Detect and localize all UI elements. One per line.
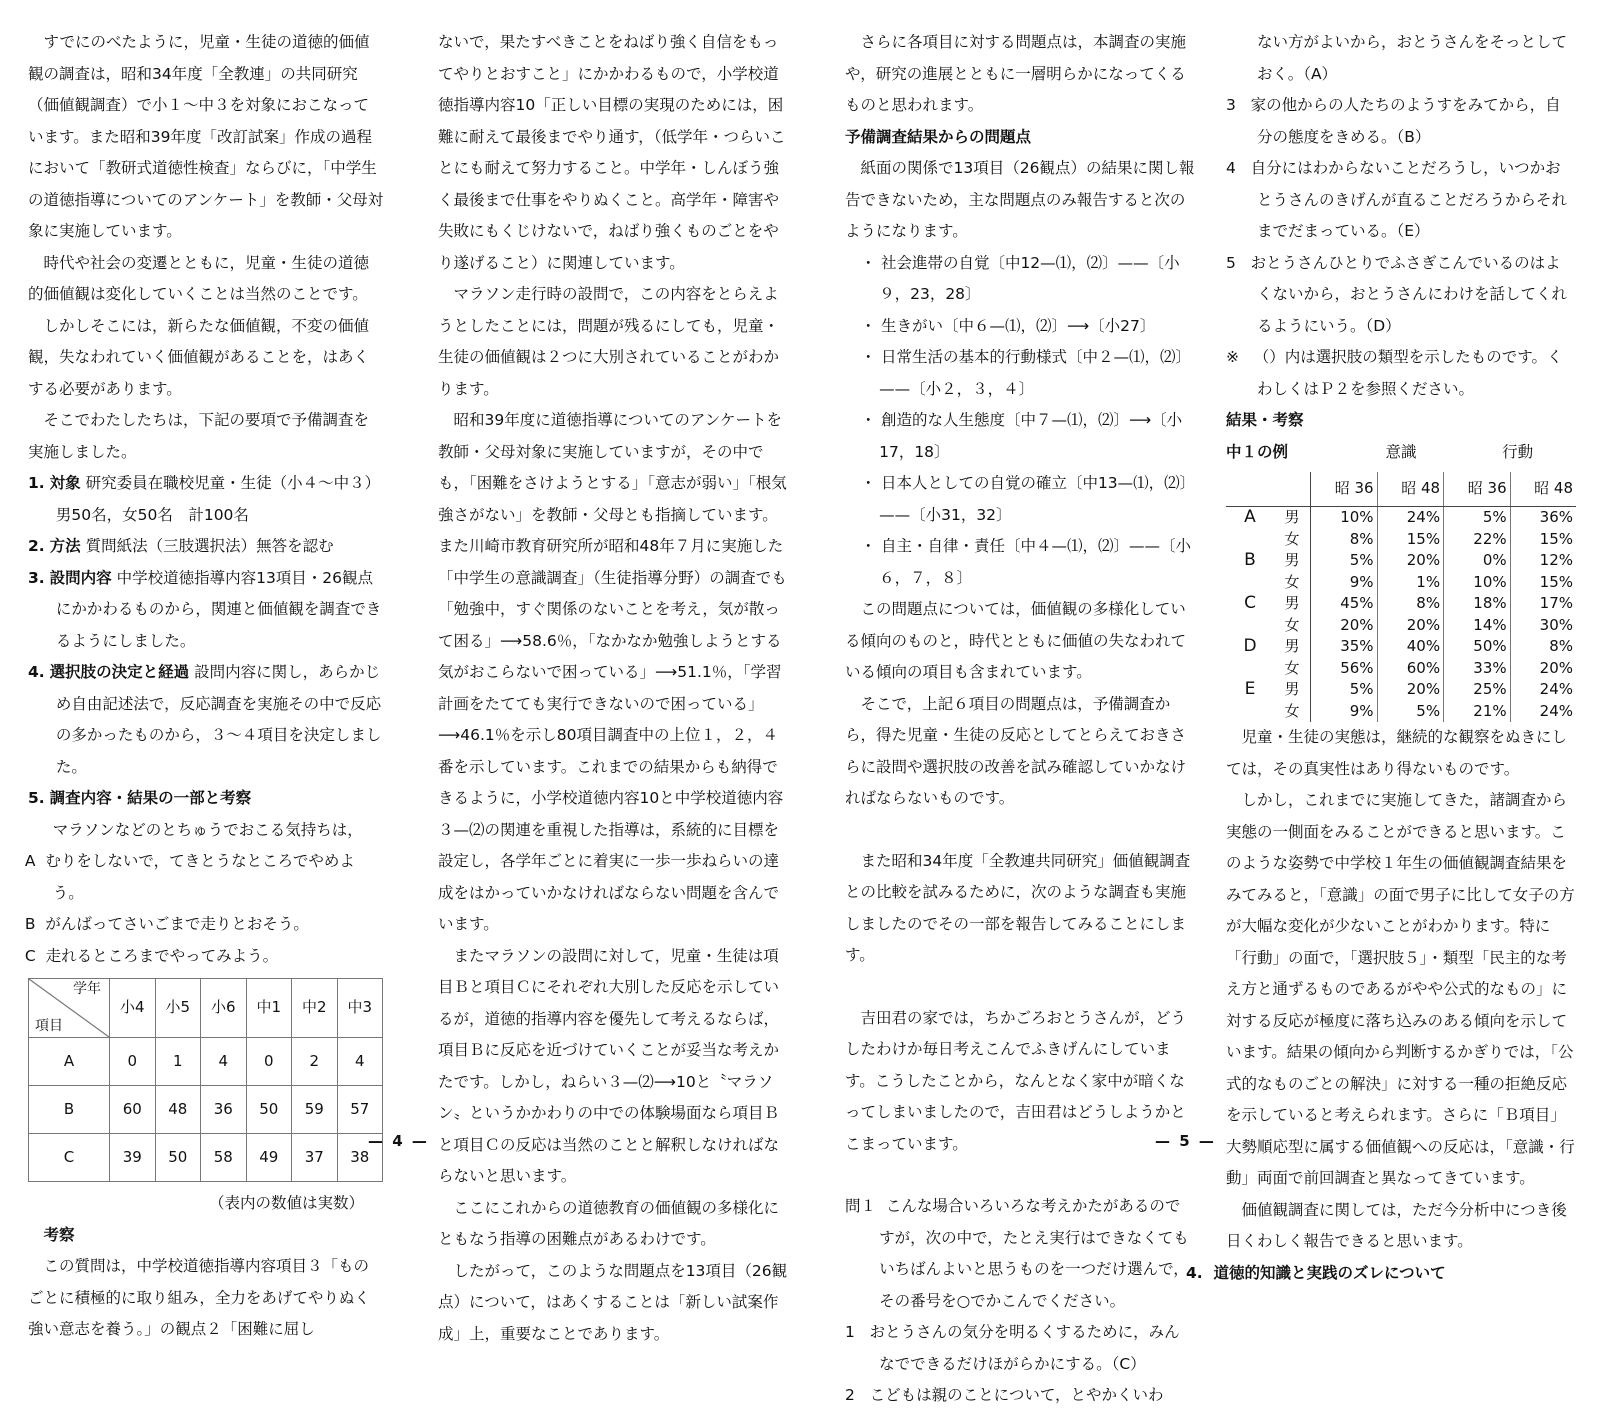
paragraph: ないで，果たすべきことをねばり強く自信をもってやりとおすこと」にかかわるもので，小学校道徳指導内容10「正しい目標の実現のためには，困難に耐えて最後までやり通す，（低学年・つらいことにも耐えて努力すること。中学年・しんぼう強く最後まで仕事をやりぬくこと。高学年・障害や失敗にもくじけないで，ねばり強くものごとをやり遂げること）に関連しています。 — [438, 33, 786, 272]
page4-column1 — [24, 27, 384, 1346]
table-cell: 2 — [292, 1038, 338, 1086]
table-row: 女 8% 15% 22% 15% — [1226, 529, 1576, 551]
paragraph: ここにこれからの道徳教育の価値観の多様化にともなう指導の困難点があるわけです。 — [438, 1198, 780, 1248]
table-cell: 59 — [292, 1086, 338, 1134]
section-heading: 4. 道徳的知識と実践のズレについて — [1186, 1263, 1446, 1282]
table-row: E 男 5% 20% 25% 24% — [1244, 679, 1573, 699]
table-note: （表内の数値は実数） — [208, 1194, 364, 1212]
paragraph: しかし，これまでに実施してきた，諸調査から実態の一側面をみることができると思います。このような姿勢で中学校１年生の価値観調査結果をみてみると，「意識」の面で男子に比して女子の方が大幅な変化が少ないことがわかります。特に「行動」の面で，「選択肢５」・類型「民主的な考え方と通ずるものであるがやや公式的なもの」に対する反応が極度に落ち込みのある傾向を示しています。結果の傾向から判断するかぎりでは，「公式的なものごとの解決」に対する一種の拒絶反応を示していると考えられます。さらに「Ｂ項目」大勢順応型に属する価値観への反応は，「意識・行動」両面で前回調査と異なってきています。 — [1226, 791, 1575, 1187]
table-cell: 0 — [110, 1038, 156, 1086]
table-header-row — [29, 979, 383, 1038]
table-row: D 男 35% 40% 50% 8% — [1243, 636, 1573, 656]
paragraph: またマラソンの設問に対して，児童・生徒は項目Ｂと項目Ｃにそれぞれ大別した反応を示しているが，道徳的指導内容を優先して考えるならば，項目Ｂに反応を近づけていくことが妥当な考えかたです。しかし，ねらい３—⑵⟶10と〝マラソン〟というかかわりの中での体験場面なら項目Ｂと項目Ｃの反応は当然のことと解釈しなければならないと思います。 — [438, 946, 780, 1185]
option-item: 1 おとうさんの気分を明るくするために，みんなでできるだけほがらかにする。（C） — [845, 1323, 1180, 1373]
table-cell: 60 — [110, 1086, 156, 1134]
list-item: 2. 方法 質問紙法（三肢選択法）無答を認む — [28, 537, 334, 555]
list-item: 3. 設問内容 中学校道徳指導内容13項目・26観点にかかわるものから，関連と価値観を調査できるようにしました。 — [28, 568, 382, 650]
paragraph: すでにのべたように，児童・生徒の道徳的価値観の調査は，昭和34年度「全教連」の共同研究（価値観調査）で小１〜中３を対象におこなっています。また昭和39年度「改訂試案」作成の過程において「教研式道徳性検査」ならびに，「中学生の道徳指導についてのアンケート」を教師・父母対象に実施しています。 — [28, 33, 384, 240]
column-header: 小6 — [201, 979, 247, 1038]
bullet-item: ・ 生きがい〔中６—⑴，⑵〕⟶〔小27〕 — [860, 316, 1156, 335]
bullet-item: ・ 創造的な人生態度〔中７—⑴，⑵〕⟶〔小17，18〕 — [860, 411, 1183, 461]
option-item: 2 こどもは親のことについて，とやかくいわ — [845, 1386, 1164, 1404]
row-label: A — [29, 1038, 110, 1086]
column-header: 中2 — [292, 979, 338, 1038]
table-row: 女 9% 5% 21% 24% — [1226, 701, 1576, 723]
question-intro: マラソンなどのとちゅうでおこる気持ちは， — [52, 820, 363, 839]
table-cell: 0 — [246, 1038, 292, 1086]
group-label-ishiki: 意識 — [1385, 442, 1417, 461]
table-example-label: 中１の例 — [1226, 442, 1289, 461]
bullet-item: ・ 日本人としての自覚の確立〔中13—⑴，⑵〕——〔小31，32〕 — [860, 474, 1188, 524]
column-header: 中3 — [337, 979, 383, 1038]
paragraph: この問題点については，価値観の多様化している傾向のものと，時代とともに価値の失なわれている傾向の項目も含まれています。 — [845, 600, 1187, 681]
column-header: 小4 — [110, 979, 156, 1038]
column-header: 昭 48 — [1377, 472, 1444, 507]
section-heading: 考察 — [43, 1225, 75, 1244]
list-item: 5. 調査内容・結果の一部と考察 — [28, 789, 252, 807]
list-item: 4. 選択肢の決定と経過 設問内容に関し，あらかじめ自由記述法で，反応調査を実施その中で反応の多かったものから，３〜４項目を決定しました。 — [28, 663, 382, 776]
table-row — [29, 1038, 383, 1086]
column-header: 中1 — [246, 979, 292, 1038]
table-cell: 4 — [337, 1038, 383, 1086]
option-item: 4 自分にはわからないことだろうし，いつかおとうさんのきげんが直ることだろうからそれまでだまっている。（E） — [1226, 159, 1568, 240]
column-header: 昭 48 — [1510, 472, 1576, 507]
paragraph: さらに各項目に対する問題点は，本調査の実施や，研究の進展とともに一層明らかになってくるものと思われます。 — [845, 33, 1187, 114]
table-cell: 50 — [155, 1134, 201, 1182]
note: ※ （）内は選択肢の類型を示したものです。くわしくはＰ２を参照ください。 — [1226, 348, 1563, 398]
column-header: 昭 36 — [1311, 472, 1378, 507]
table-cell: 48 — [155, 1086, 201, 1134]
table-cell: 49 — [246, 1134, 292, 1182]
option-item: 5 おとうさんひとりでふさぎこんでいるのはよくないから，おとうさんにわけを話してくれるようにいう。（D） — [1226, 253, 1568, 335]
table-row: C 男 45% 8% 18% 17% — [1244, 593, 1573, 613]
page4-column2 — [438, 27, 788, 1350]
question: 問１ こんな場合いろいろな考えかたがあるのですが，次の中で，たとえ実行はできなくてもいちばんよいと思うものを一つだけ選んで，その番号を○でかこんでください。 — [845, 1197, 1189, 1310]
bullet-item: ・ 日常生活の基本的行動様式〔中２—⑴，⑵〕——〔小２，３，４〕 — [860, 348, 1191, 398]
paragraph: したがって，このような問題点を13項目（26観点）について，はあくすることは「新しい試案作成」上，重要なことであります。 — [438, 1261, 788, 1343]
paragraph: 時代や社会の変遷とともに，児童・生徒の道徳的価値観は変化していくことは当然のことです。 — [28, 253, 370, 303]
paragraph: 児童・生徒の実態は，継続的な観察をぬきにしては，その真実性はあり得ないものです。 — [1226, 728, 1568, 778]
paragraph: そこで，上記６項目の問題点は，予備調査から，得た児童・生徒の反応としてとらえておきさらに設問や選択肢の改善を試み確認していかなければならないものです。 — [845, 694, 1187, 807]
table-row — [29, 1086, 383, 1134]
paragraph: 紙面の関係で13項目（26観点）の結果に関し報告できないため，主な問題点のみ報告すると次のようになります。 — [845, 159, 1195, 240]
table-cell: 4 — [201, 1038, 247, 1086]
page-number: — 4 — — [368, 1132, 429, 1150]
paragraph: また昭和34年度「全教連共同研究」価値観調査との比較を試みるために，次のような調査も実施しましたのでその一部を報告してみることにします。 — [845, 851, 1191, 964]
table-row — [29, 1134, 383, 1182]
bullet-item: ・ 社会進帯の自覚〔中12—⑴，⑵〕——〔小９，23，28〕 — [860, 253, 1180, 303]
group-label-kodo: 行動 — [1502, 442, 1534, 461]
table-row: 女 9% 1% 10% 15% — [1226, 572, 1576, 594]
table-row: A 男 10% 24% 5% 36% — [1244, 507, 1573, 527]
page5-column2 — [1186, 27, 1576, 1289]
table-cell: 58 — [201, 1134, 247, 1182]
corner-label-grade: 学年 — [73, 981, 101, 997]
list-item: 1. 対象 研究委員在職校児童・生徒（小４〜中３）男50名，女50名 計100名 — [28, 474, 381, 524]
choice-item: A むりをしないで，てきとうなところでやめよう。 — [24, 852, 355, 902]
column-header: 小5 — [155, 979, 201, 1038]
table-row: B 男 5% 20% 0% 12% — [1244, 550, 1573, 570]
table-cell: 39 — [110, 1134, 156, 1182]
paragraph: 価値観調査に関しては，ただ今分析中につき後日くわしく報告できると思います。 — [1226, 1200, 1567, 1250]
table-cell: 57 — [337, 1086, 383, 1134]
paragraph: しかしそこには，新らたな価値観，不変の価値観，失なわれていく価値観があることを，はあくする必要があります。 — [28, 316, 370, 398]
table-corner-cell — [29, 979, 110, 1038]
paragraph: この質問は，中学校道徳指導内容項目３「ものごとに積極的に取り組み，全力をあげてやりぬく強い意志を養う。」の観点２「困難に屈し — [28, 1257, 370, 1338]
table-cell: 38 — [337, 1134, 383, 1182]
option-continuation: ない方がよいから，おとうさんをそっとしておく。（A） — [1257, 33, 1568, 83]
paragraph: 昭和39年度に道徳指導についてのアンケートを教師・父母対象に実施していますが，その中でも，「困難をさけようとする」「意志が弱い」「根気強さがない」を教師・父母とも指摘しています。また川崎市教育研究所が昭和48年７月に実施した「中学生の意識調査」（生徒指導分野）の調査でも「勉強中，すぐ関係のないことを考え，気が散って困る」⟶58.6％，「なかなか勉強しようとする気がおこらないで困っている」⟶51.1％，「学習計画をたてても実行できないので困っている」⟶46.1％を示し80項目調査中の上位１，２，４番を示しています。これまでの結果からも納得できるように，小学校道徳内容10と中学校道徳内容３—⑵の関連を重視した指導は，系統的に目標を設定し，各学年ごとに着実に一歩一歩ねらいの達成をはかっていかなければならない問題を含んでいます。 — [438, 411, 787, 933]
option-item: 3 家の他からの人たちのようすをみてから，自分の態度をきめる。（B） — [1226, 96, 1561, 146]
table-caption-row — [1226, 437, 1576, 469]
page5-column1 — [845, 27, 1195, 1412]
paragraph: 吉田君の家では，ちかごろおとうさんが，どうしたわけか毎日考えこんでふきげんにしています。こうしたことから，なんとなく家中が暗くなってしまいましたので，吉田君はどうしようかとこまっています。 — [845, 1008, 1187, 1153]
table-cell: 36 — [201, 1086, 247, 1134]
row-label: C — [29, 1134, 110, 1182]
section-heading: 結果・考察 — [1226, 411, 1304, 429]
bullet-item: ・ 自主・自律・責任〔中４—⑴，⑵〕——〔小６，７，８〕 — [860, 537, 1191, 587]
table-header-row — [1226, 472, 1576, 507]
page-number: — 5 — — [1155, 1132, 1216, 1150]
table-cell: 50 — [246, 1086, 292, 1134]
table-row: 女 56% 60% 33% 20% — [1226, 658, 1576, 680]
table-cell: 37 — [292, 1134, 338, 1182]
percentage-table — [1226, 472, 1576, 722]
paragraph: マラソン走行時の設問で，この内容をとらえようとしたことには，問題が残るにしても，児童・生徒の価値観は２つに大別されていることがわかります。 — [438, 285, 780, 398]
choice-item: B がんばってさいごまで走りとおそう。 — [24, 915, 309, 933]
corner-label-item: 項目 — [35, 1018, 63, 1034]
row-label: B — [29, 1086, 110, 1134]
choice-item: C 走れるところまでやってみよう。 — [24, 946, 279, 965]
table-row: 女 20% 20% 14% 30% — [1226, 615, 1576, 637]
section-heading: 予備調査結果からの問題点 — [845, 127, 1032, 146]
table-cell: 1 — [155, 1038, 201, 1086]
results-table — [28, 978, 383, 1182]
paragraph: そこでわたしたちは，下記の要項で予備調査を実施しました。 — [28, 411, 370, 461]
column-header: 昭 36 — [1444, 472, 1511, 507]
